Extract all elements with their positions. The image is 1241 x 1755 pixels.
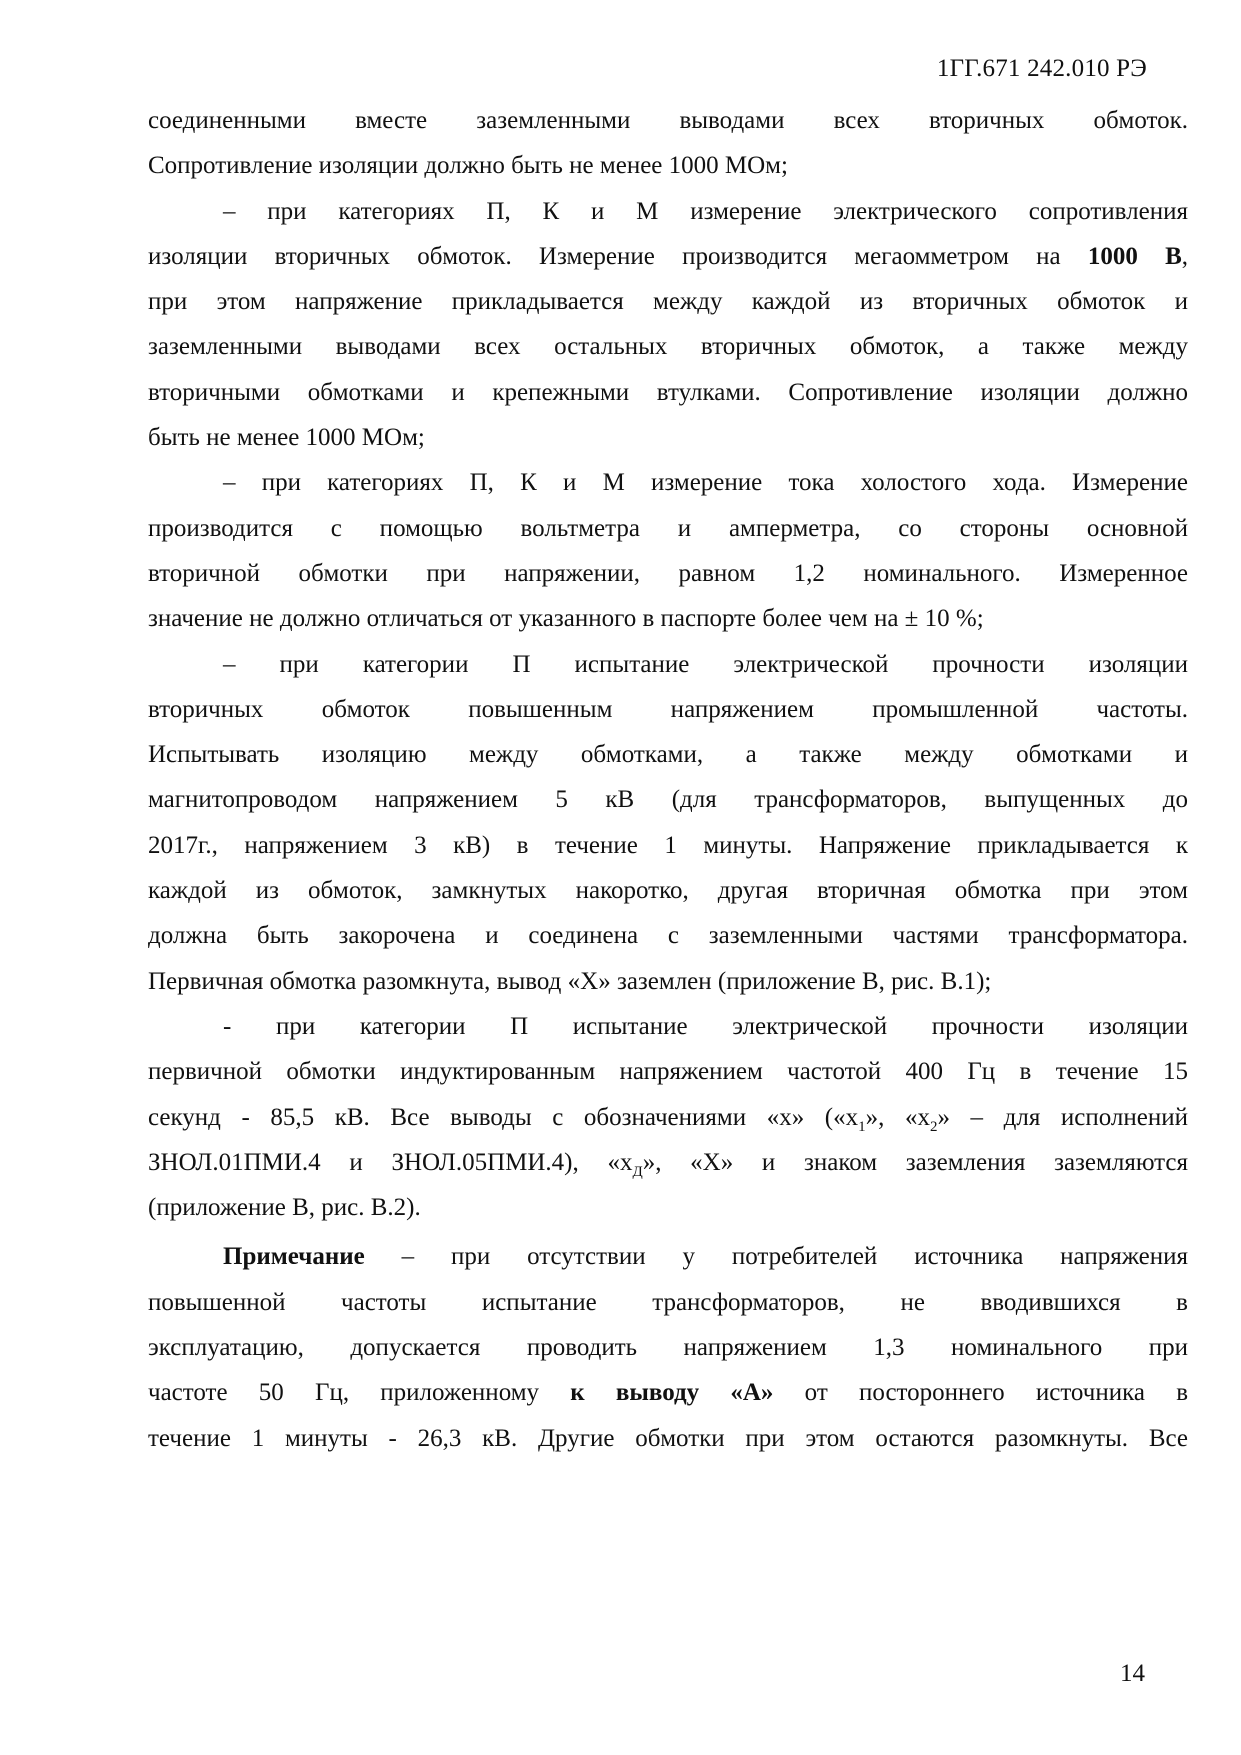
page-number: 14 bbox=[1120, 1660, 1145, 1687]
text-run: », «X» и знаком заземления заземляются bbox=[642, 1148, 1188, 1176]
text-line: заземленными выводами всех остальных вторичных обмоток, а также между bbox=[148, 333, 1188, 361]
text-line: производится с помощью вольтметра и амперметра, со стороны основной bbox=[148, 514, 1188, 542]
list-item-line: – при категориях П, К и М измерение электрического сопротивления bbox=[223, 197, 1188, 225]
text-run: , bbox=[1181, 242, 1188, 270]
text-line: (приложение В, рис. В.2). bbox=[148, 1194, 421, 1222]
list-item-line: – при категории П испытание электрической прочности изоляции bbox=[223, 650, 1188, 678]
text-run: изоляции вторичных обмоток. Измерение производится мегаомметром на bbox=[148, 242, 1088, 270]
text-line: каждой из обмоток, замкнутых накоротко, другая вторичная обмотка при этом bbox=[148, 877, 1188, 905]
text-run: » – для исполнений bbox=[937, 1103, 1189, 1131]
text-line bbox=[148, 1370, 1188, 1415]
text-run: от постороннего источника в bbox=[773, 1379, 1188, 1407]
subscript: 1 bbox=[858, 1118, 866, 1135]
text-line: вторичных обмоток повышенным напряжением промышленной частоты. bbox=[148, 695, 1188, 723]
text-line: Первичная обмотка разомкнута, вывод «X» заземлен (приложение В, рис. В.1); bbox=[148, 967, 992, 995]
text-line: 2017г., напряжением 3 кВ) в течение 1 минуты. Напряжение прикладывается к bbox=[148, 831, 1188, 859]
subscript: Д bbox=[632, 1163, 643, 1180]
text-line: первичной обмотки индуктированным напряжением частотой 400 Гц в течение 15 bbox=[148, 1058, 1188, 1086]
text-line: течение 1 минуты - 26,3 кВ. Другие обмотки при этом остаются разомкнуты. Все bbox=[148, 1424, 1188, 1452]
text-line: быть не менее 1000 МОм; bbox=[148, 424, 425, 452]
text-run: – при отсутствии у потребителей источника напряжения bbox=[364, 1243, 1188, 1271]
list-item-line: - при категории П испытание электрической прочности изоляции bbox=[223, 1012, 1188, 1040]
text-run: ЗНОЛ.01ПМИ.4 и ЗНОЛ.05ПМИ.4), «х bbox=[148, 1148, 633, 1176]
text-line bbox=[148, 1140, 1188, 1185]
text-line: при этом напряжение прикладывается между каждой из вторичных обмоток и bbox=[148, 288, 1188, 316]
text-line: Испытывать изоляцию между обмотками, а также между обмотками и bbox=[148, 741, 1188, 769]
text-line: магнитопроводом напряжением 5 кВ (для трансформаторов, выпущенных до bbox=[148, 786, 1188, 814]
text-line: вторичной обмотки при напряжении, равном 1,2 номинального. Измеренное bbox=[148, 559, 1188, 587]
text-line: должна быть закорочена и соединена с заземленными частями трансформатора. bbox=[148, 922, 1188, 950]
subscript: 2 bbox=[929, 1118, 938, 1135]
text-line: соединенными вместе заземленными выводами всех вторичных обмоток. bbox=[148, 107, 1188, 134]
text-line: значение не должно отличаться от указанного в паспорте более чем на ± 10 %; bbox=[148, 605, 984, 633]
document-code: 1ГГ.671 242.010 РЭ bbox=[936, 55, 1147, 82]
text-line: эксплуатацию, допускается проводить напряжением 1,3 номинального при bbox=[148, 1334, 1188, 1362]
text-line bbox=[148, 234, 1188, 279]
text-run: », «х bbox=[865, 1103, 930, 1131]
note-line bbox=[148, 1234, 1188, 1279]
bold-run: 1000 В bbox=[1087, 242, 1182, 270]
bold-run: к выводу «А» bbox=[570, 1379, 774, 1407]
text-line bbox=[148, 1095, 1188, 1140]
text-run: частоте 50 Гц, приложенному bbox=[148, 1379, 571, 1407]
text-run: секунд - 85,5 кВ. Все выводы с обозначениями «х» («х bbox=[148, 1103, 859, 1131]
text-line: повышенной частоты испытание трансформаторов, не вводившихся в bbox=[148, 1288, 1188, 1316]
note-label: Примечание bbox=[223, 1243, 365, 1271]
text-line: Сопротивление изоляции должно быть не менее 1000 МОм; bbox=[148, 152, 788, 180]
text-line: вторичными обмотками и крепежными втулками. Сопротивление изоляции должно bbox=[148, 378, 1188, 406]
body-text bbox=[148, 98, 1188, 1461]
list-item-line: – при категориях П, К и М измерение тока холостого хода. Измерение bbox=[223, 469, 1188, 497]
